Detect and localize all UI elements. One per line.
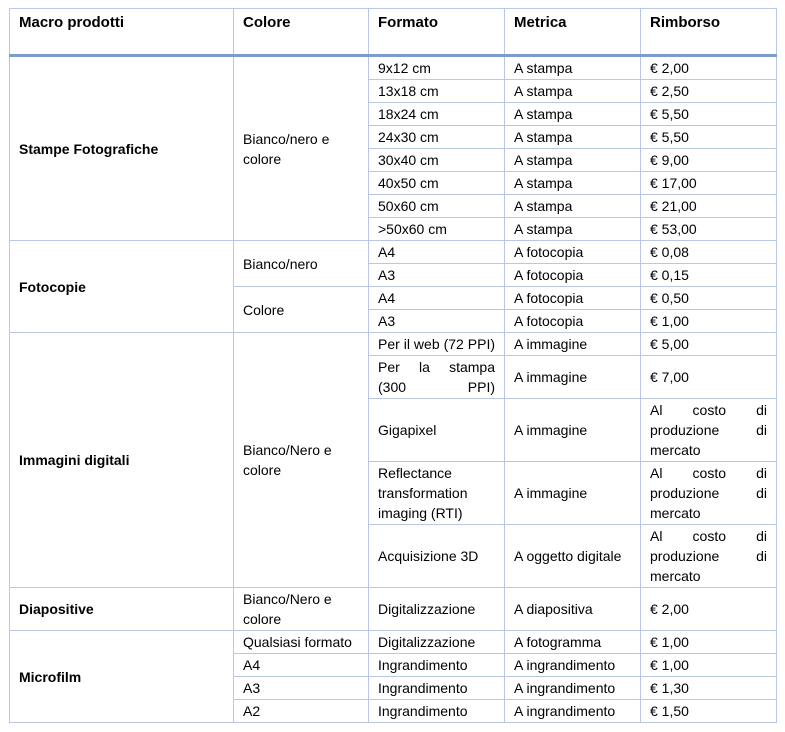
table-row — [10, 631, 777, 654]
formato-cell: Digitalizzazione — [369, 588, 505, 631]
metrica-cell: A immagine — [505, 462, 641, 525]
formato-cell: A4 — [369, 241, 505, 264]
macro-stampe: Stampe Fotografiche — [10, 56, 234, 241]
formato-cell: 18x24 cm — [369, 103, 505, 126]
formato-cell: Reflectance transformation imaging (RTI) — [369, 462, 505, 525]
metrica-cell: A stampa — [505, 149, 641, 172]
formato-cell: 30x40 cm — [369, 149, 505, 172]
metrica-cell: A stampa — [505, 218, 641, 241]
colore-fotocopie-col: Colore — [234, 287, 369, 333]
metrica-cell: A stampa — [505, 80, 641, 103]
table-row — [10, 56, 777, 80]
colore-fotocopie-bn: Bianco/nero — [234, 241, 369, 287]
header-rimborso: Rimborso — [641, 9, 777, 56]
rimborso-cell: € 1,00 — [641, 654, 777, 677]
rimborso-cell: € 5,50 — [641, 103, 777, 126]
header-macro: Macro prodotti — [10, 9, 234, 56]
colore-stampe: Bianco/nero e colore — [234, 56, 369, 241]
metrica-cell: A fotocopia — [505, 310, 641, 333]
rimborso-cell: € 2,00 — [641, 588, 777, 631]
metrica-cell: A immagine — [505, 333, 641, 356]
header-row — [10, 9, 777, 56]
formato-cell: Acquisizione 3D — [369, 525, 505, 588]
formato-cell: Per il web (72 PPI) — [369, 333, 505, 356]
metrica-cell: A fotocopia — [505, 287, 641, 310]
formato-cell: Ingrandimento — [369, 677, 505, 700]
formato-cell: Ingrandimento — [369, 700, 505, 723]
metrica-cell: A ingrandimento — [505, 700, 641, 723]
metrica-cell: A fotocopia — [505, 241, 641, 264]
metrica-cell: A immagine — [505, 399, 641, 462]
colore-cell: Qualsiasi formato — [234, 631, 369, 654]
colore-cell: A2 — [234, 700, 369, 723]
rimborso-cell: € 0,50 — [641, 287, 777, 310]
rimborso-cell: € 2,00 — [641, 56, 777, 80]
metrica-cell: A ingrandimento — [505, 654, 641, 677]
formato-cell: 9x12 cm — [369, 56, 505, 80]
formato-cell: Digitalizzazione — [369, 631, 505, 654]
metrica-cell: A stampa — [505, 126, 641, 149]
formato-cell: A4 — [369, 287, 505, 310]
colore-immagini: Bianco/Nero e colore — [234, 333, 369, 588]
formato-cell: 13x18 cm — [369, 80, 505, 103]
metrica-cell: A oggetto digitale — [505, 525, 641, 588]
rimborso-cell: € 0,08 — [641, 241, 777, 264]
header-metrica: Metrica — [505, 9, 641, 56]
colore-diapositive: Bianco/Nero e colore — [234, 588, 369, 631]
colore-cell: A4 — [234, 654, 369, 677]
rimborso-cell: € 21,00 — [641, 195, 777, 218]
rimborso-cell: € 9,00 — [641, 149, 777, 172]
metrica-cell: A stampa — [505, 172, 641, 195]
rimborso-cell: € 1,00 — [641, 310, 777, 333]
metrica-cell: A diapositiva — [505, 588, 641, 631]
rimborso-cell: € 0,15 — [641, 264, 777, 287]
header-formato: Formato — [369, 9, 505, 56]
metrica-cell: A stampa — [505, 195, 641, 218]
metrica-cell: A immagine — [505, 356, 641, 399]
rimborso-cell: € 2,50 — [641, 80, 777, 103]
macro-immagini: Immagini digitali — [10, 333, 234, 588]
metrica-cell: A stampa — [505, 103, 641, 126]
colore-cell: A3 — [234, 677, 369, 700]
rimborso-cell: Al costo di produzione di mercato — [641, 399, 777, 462]
formato-cell: 24x30 cm — [369, 126, 505, 149]
formato-cell: >50x60 cm — [369, 218, 505, 241]
rimborso-cell: € 53,00 — [641, 218, 777, 241]
table-header — [10, 9, 777, 56]
rimborso-cell: € 5,00 — [641, 333, 777, 356]
rimborso-cell: € 1,30 — [641, 677, 777, 700]
table-row — [10, 241, 777, 264]
macro-fotocopie: Fotocopie — [10, 241, 234, 333]
rimborso-cell: € 7,00 — [641, 356, 777, 399]
rimborso-cell: € 17,00 — [641, 172, 777, 195]
formato-cell: 50x60 cm — [369, 195, 505, 218]
rimborso-cell: € 1,00 — [641, 631, 777, 654]
table-row — [10, 333, 777, 356]
formato-cell: Ingrandimento — [369, 654, 505, 677]
metrica-cell: A stampa — [505, 56, 641, 80]
metrica-cell: A fotocopia — [505, 264, 641, 287]
macro-diapositive: Diapositive — [10, 588, 234, 631]
formato-cell: Gigapixel — [369, 399, 505, 462]
formato-cell: Per la stampa (300 PPI) — [369, 356, 505, 399]
formato-cell: A3 — [369, 264, 505, 287]
rimborso-cell: € 5,50 — [641, 126, 777, 149]
formato-cell: A3 — [369, 310, 505, 333]
formato-cell: 40x50 cm — [369, 172, 505, 195]
metrica-cell: A fotogramma — [505, 631, 641, 654]
header-colore: Colore — [234, 9, 369, 56]
rimborso-cell: Al costo di produzione di mercato — [641, 525, 777, 588]
metrica-cell: A ingrandimento — [505, 677, 641, 700]
macro-microfilm: Microfilm — [10, 631, 234, 723]
rimborso-cell: € 1,50 — [641, 700, 777, 723]
rimborso-cell: Al costo di produzione di mercato — [641, 462, 777, 525]
rimborsi-table — [9, 8, 777, 723]
table-row — [10, 588, 777, 631]
